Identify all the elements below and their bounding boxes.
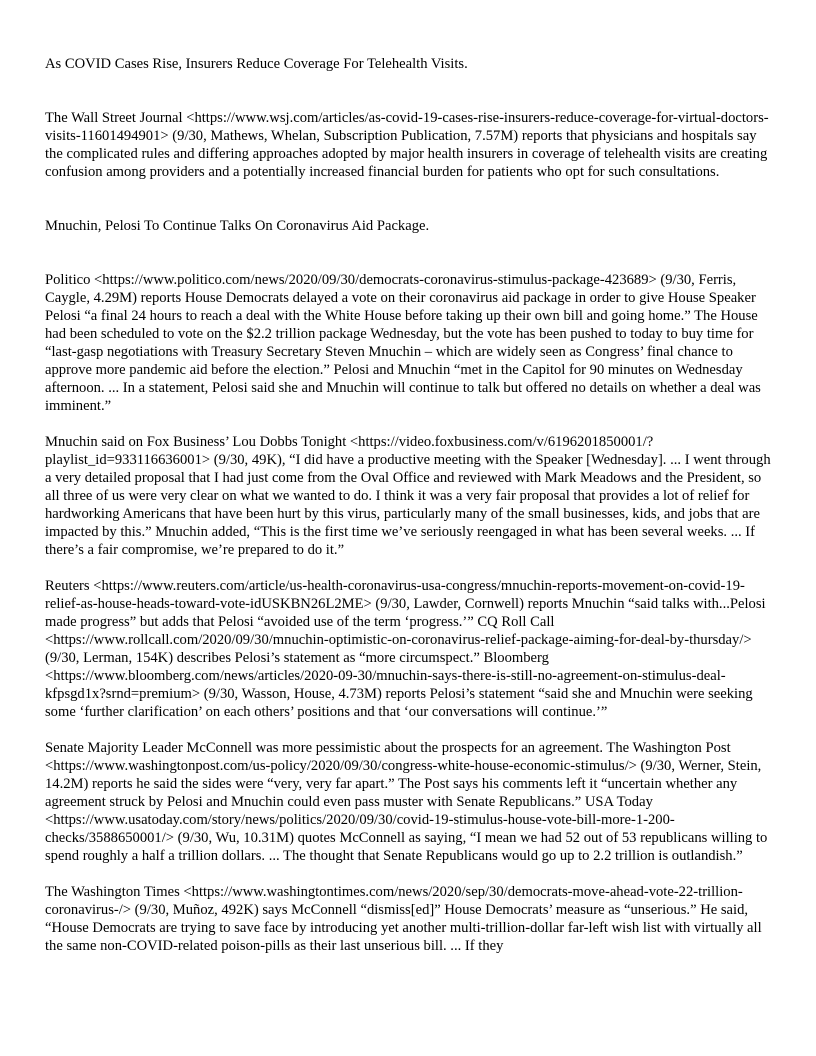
article-headline-telehealth: As COVID Cases Rise, Insurers Reduce Coverage For Telehealth Visits. xyxy=(45,56,468,72)
article-paragraph-washington-times: The Washington Times <https://www.washingtontimes.com/news/2020/sep/30/democrats-move-ahead-vote-22-trillion-coronavirus-/> (9/30, Muñoz, 492K) says McConnell “dismiss[ed]” House Democrats’ measure as “unserious.” He said, “House Democrats are trying to save face by introducing yet another multi-trillion-dollar far-left wish list with virtually all the same non-COVID-related poison-pills as their last unserious bill. ... If they xyxy=(45,884,762,954)
article-paragraph-politico: Politico <https://www.politico.com/news/2020/09/30/democrats-coronavirus-stimulus-package-423689> (9/30, Ferris, Caygle, 4.29M) reports House Democrats delayed a vote on their coronavirus aid package in order to give House Speaker Pelosi “a final 24 hours to reach a deal with the White House before taking up their own bill and going home.” The House had been scheduled to vote on the $2.2 trillion package Wednesday, but the vote has been pushed to today to buy time for “last-gasp negotiations with Treasury Secretary Steven Mnuchin – which are widely seen as Congress’ final chance to approve more pandemic aid before the election.” Pelosi and Mnuchin “met in the Capitol for 90 minutes on Wednesday afternoon. ... In a statement, Pelosi said she and Mnuchin will continue to talk but offered no details on whether a deal was imminent.” xyxy=(45,272,761,414)
document-page xyxy=(45,55,773,955)
article-paragraph-reuters: Reuters <https://www.reuters.com/article/us-health-coronavirus-usa-congress/mnuchin-reports-movement-on-covid-19-relief-as-house-heads-toward-vote-idUSKBN26L2ME> (9/30, Lawder, Cornwell) reports Mnuchin “said talks with...Pelosi made progress” but adds that Pelosi “avoided use of the term ‘progress.’” CQ Roll Call <https://www.rollcall.com/2020/09/30/mnuchin-optimistic-on-coronavirus-relief-package-aiming-for-deal-by-thursday/> (9/30, Lerman, 154K) describes Pelosi’s statement as “more circumspect.” Bloomberg <https://www.bloomberg.com/news/articles/2020-09-30/mnuchin-says-there-is-still-no-agreement-on-stimulus-deal-kfpsgd1x?srnd=premium> (9/30, Wasson, House, 4.73M) reports Pelosi’s statement “said she and Mnuchin were seeking some ‘further clarification’ on each others’ positions and that ‘our conversations will continue.’” xyxy=(45,578,766,720)
article-paragraph-wsj: The Wall Street Journal <https://www.wsj.com/articles/as-covid-19-cases-rise-insurers-reduce-coverage-for-virtual-doctors-visits-11601494901> (9/30, Mathews, Whelan, Subscription Publication, 7.57M) reports that physicians and hospitals say the complicated rules and differing approaches adopted by major health insurers in coverage of telehealth visits are creating confusion among providers and a potentially increased financial burden for patients who opt for such consultations. xyxy=(45,110,769,180)
article-paragraph-fox-business: Mnuchin said on Fox Business’ Lou Dobbs Tonight <https://video.foxbusiness.com/v/6196201850001/?playlist_id=933116636001> (9/30, 49K), “I did have a productive meeting with the Speaker [Wednesday]. ... I went through a very detailed proposal that I had just come from the Oval Office and reviewed with Mark Meadows and the President, so all three of us were very clear on what we wanted to do. I think it was a very fair proposal that provides a lot of relief for hardworking Americans that have been hurt by this virus, particularly many of the small businesses, kids, and jobs that are impacted by this.” Mnuchin added, “This is the first time we’ve seriously reengaged in what has been several weeks. ... If there’s a fair compromise, we’re prepared to do it.” xyxy=(45,434,771,558)
article-headline-aid-package: Mnuchin, Pelosi To Continue Talks On Coronavirus Aid Package. xyxy=(45,218,430,234)
article-paragraph-mcconnell: Senate Majority Leader McConnell was more pessimistic about the prospects for an agreement. The Washington Post <https://www.washingtonpost.com/us-policy/2020/09/30/congress-white-house-economic-stimulus/> (9/30, Werner, Stein, 14.2M) reports he said the sides were “very, very far apart.” The Post says his comments left it “uncertain whether any agreement struck by Pelosi and Mnuchin could even pass muster with Senate Republicans.” USA Today <https://www.usatoday.com/story/news/politics/2020/09/30/covid-19-stimulus-house-vote-bill-more-1-200-checks/3588650001/> (9/30, Wu, 10.31M) quotes McConnell as saying, “I mean we had 52 out of 53 republicans willing to spend roughly a half a trillion dollars. ... The thought that Senate Republicans would go up to 2.2 trillion is outlandish.” xyxy=(45,740,768,864)
